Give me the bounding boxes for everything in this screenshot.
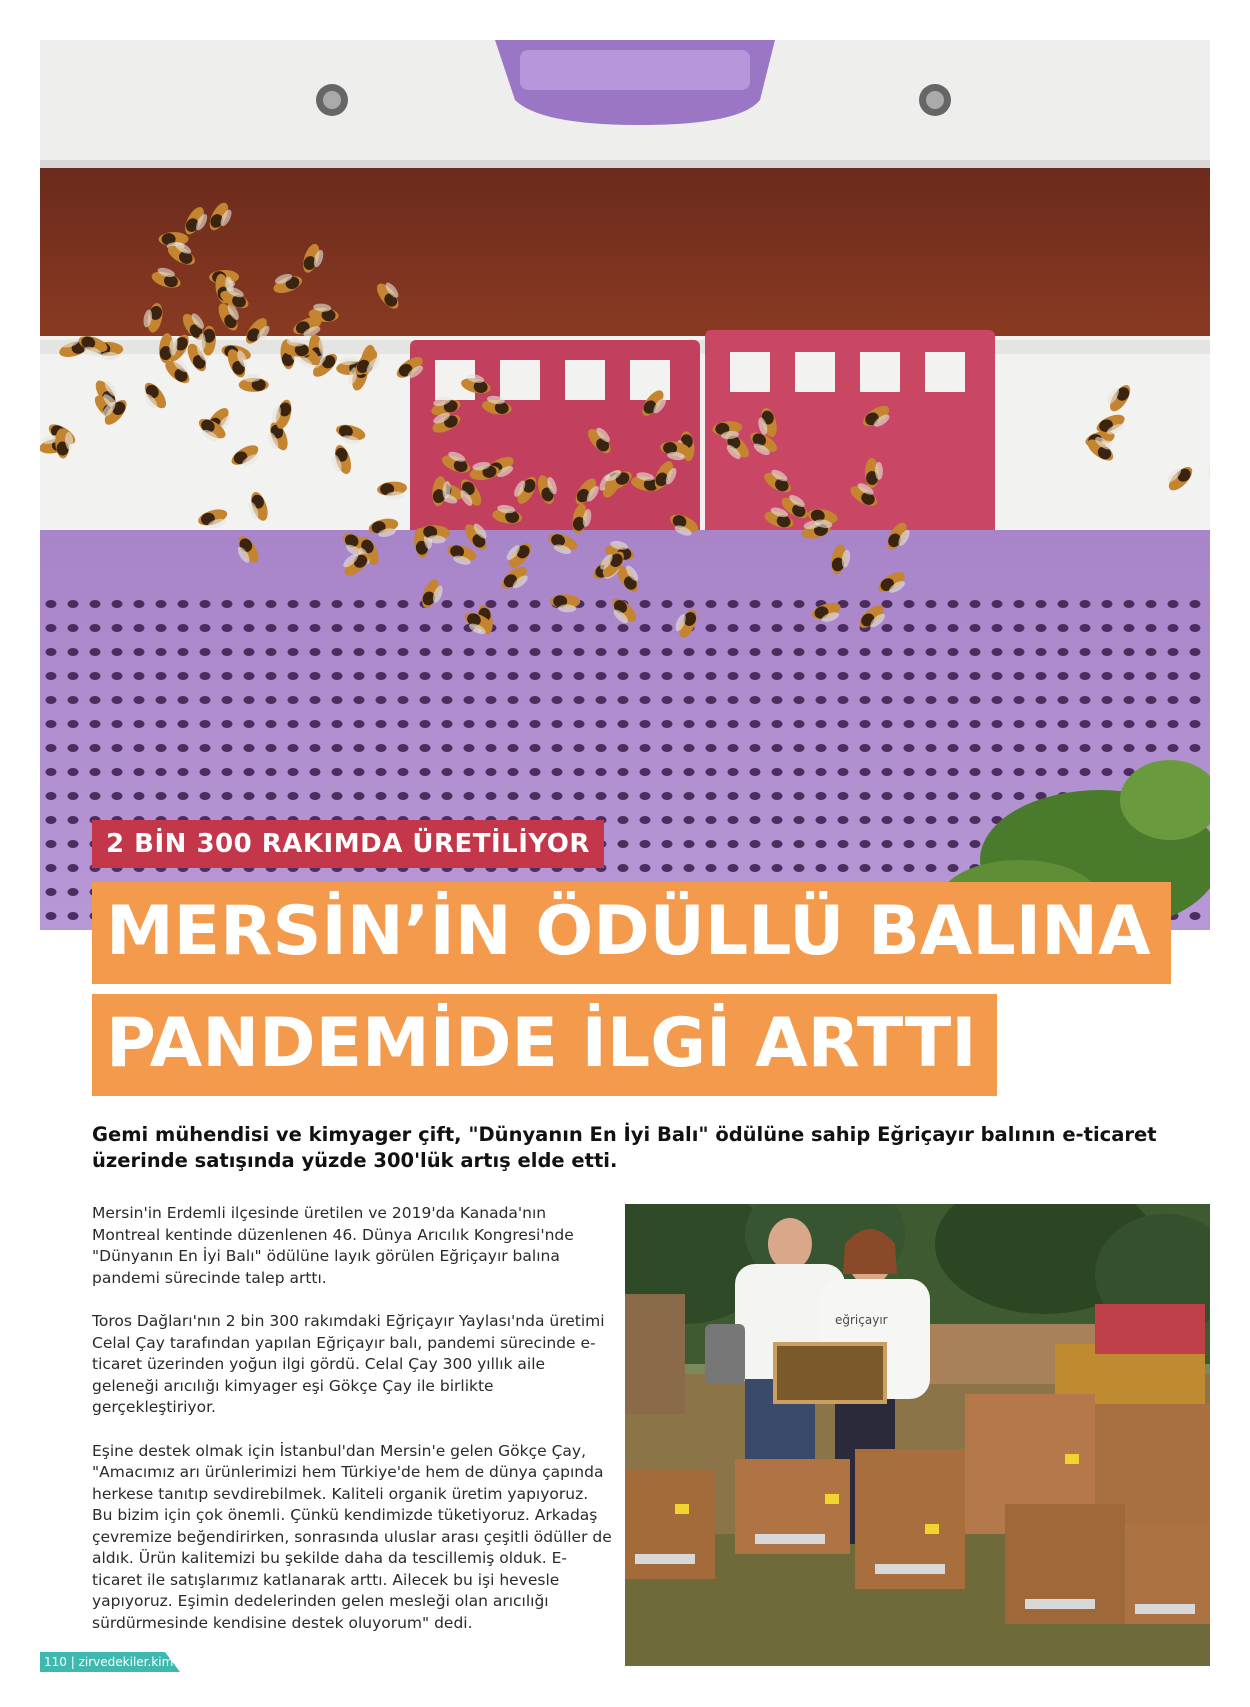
headline-line-2: PANDEMİDE İLGİ ARTTI [92,994,997,1096]
footer-text [40,1655,173,1669]
beekeepers-photo [625,1204,1210,1666]
page-footer [40,1652,173,1672]
headline-line-1: MERSİN’İN ÖDÜLLÜ BALINA [92,882,1171,984]
lead-paragraph: Gemi mühendisi ve kimyager çift, "Dünyanın En İyi Balı" ödülüne sahip Eğriçayır balının e-ticaret üzerinde satışında yüzde 300'lük artış elde etti. [92,1123,1157,1172]
kicker-label: 2 BİN 300 RAKIMDA ÜRETİLİYOR [92,820,604,868]
body-paragraph-3: Eşine destek olmak için İstanbul'dan Mersin'e gelen Gökçe Çay, "Amacımız arı ürünlerimizi hem Türkiye'de hem de dünya çapında herkese tanıtıp sevdirebilmek. Kaliteli organik üretim yapıyoruz. Bu bizim için çok önemli. Çünkü kendimizde tüketiyoruz. Arkadaş çevremize beğendirirken, sonrasında uluslar arası çeşitli ödüller de aldık. Ürün kalitemizi bu şekilde daha da tescillemiş olduk. E-ticaret ile satışlarımız katlanarak arttı. Ailecek bu işi hevesle yapıyoruz. Eşimin dedelerinden gelen mesleği olan arıcılığı sürdürmesinde kendisine destek oluyorum" dedi. [92,1441,612,1632]
body-paragraph-2: Toros Dağları'nın 2 bin 300 rakımdaki Eğriçayır Yaylası'nda üretimi Celal Çay tarafından yapılan Eğriçayır balı, pandemi sürecinde e-ticaret üzerinden yoğun ilgi gördü. Celal Çay 300 yıllık aile geleneği arıcılığı kimyager eşi Gökçe Çay ile birlikte gerçekleştiriyor. [92,1312,605,1416]
footer-separator: | [70,1655,75,1669]
article-body [92,1203,612,1656]
hero-photo [40,40,1210,930]
page-number: 110 [44,1655,67,1669]
shirt-logo: eğriçayır [835,1313,888,1327]
body-paragraph-1: Mersin'in Erdemli ilçesinde üretilen ve 2019'da Kanada'nın Montreal kentinde düzenlenen 46. Dünya Arıcılık Kongresi'nde "Dünyanın En İyi Balı" ödülüne layık görülen Eğriçayır balına pandemi sürecinde talep arttı. [92,1204,574,1287]
footer-site: zirvedekiler.kim [78,1655,174,1669]
